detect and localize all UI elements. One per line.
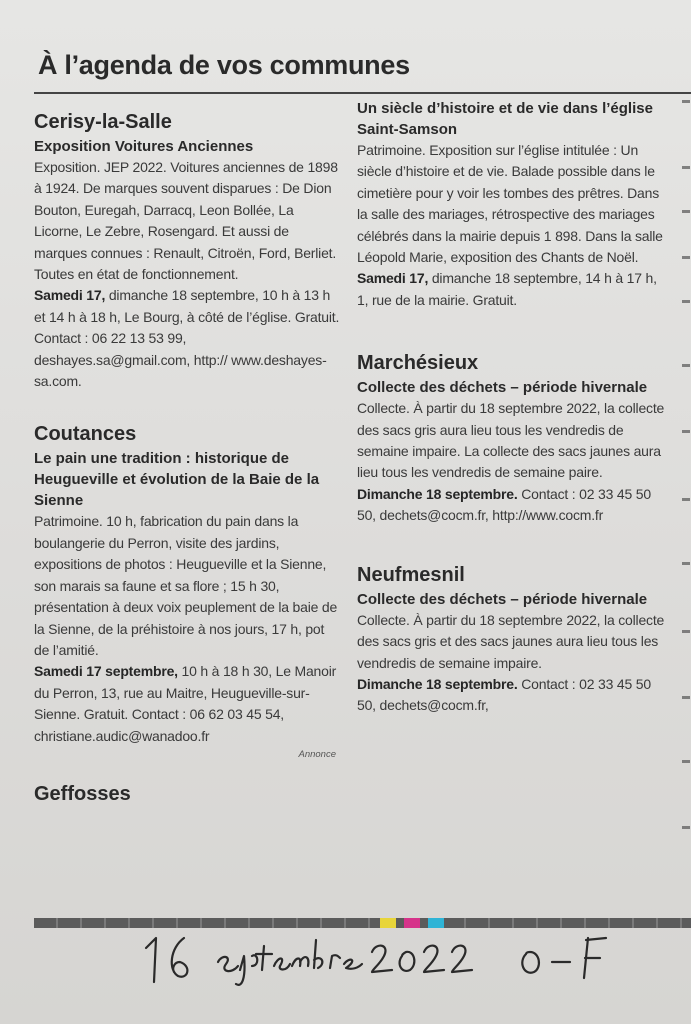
commune-title: Neufmesnil (357, 563, 465, 586)
commune-title: Cerisy-la-Salle (34, 111, 172, 133)
commune-title: Geffosses (34, 782, 131, 805)
event-details-text: Contact : 02 33 45 50 50, dechets@cocm.fr, (357, 675, 651, 714)
event-headline: Un siècle d’histoire et de vie dans l’église Saint-Samson (357, 100, 653, 138)
event-headline: Collecte des déchets – période hivernale (357, 379, 648, 397)
section-title: À l’agenda de vos communes (38, 50, 410, 80)
event-coutances (34, 422, 340, 759)
event-details-text: dimanche 18 septembre, 14 h à 17 h, 1, rue de la mairie. Gratuit. (357, 270, 657, 308)
commune-title: Coutances (34, 423, 137, 446)
event-neufmesnil (357, 563, 667, 717)
event-details-text: Contact : 02 33 45 50 50, dechets@cocm.fr, http://www.cocm.fr (357, 485, 651, 524)
event-description: Patrimoine. 10 h, fabrication du pain dans la boulangerie du Perron, visite des jardins, expositions de photos : Heugueville et la Sienne, son marais sa faune et sa flore ; 15 h 30, présentation à deux voix peuplement de la baie de la Sienne, de la préhistoire à nos jours, 17 h, pot de l’amitié. (34, 513, 338, 658)
event-headline: Le pain une tradition : historique de Heugueville et évolution de la Baie de la Sienne (34, 450, 320, 510)
title-rule (34, 92, 691, 94)
event-dates: Dimanche 18 septembre. (357, 485, 518, 502)
event-details (34, 285, 340, 392)
event-details (357, 484, 667, 527)
middle-column (357, 98, 667, 717)
event-marchesieux (357, 351, 667, 526)
annonce-label: Annonce (298, 748, 336, 760)
event-dates: Samedi 17, (357, 270, 429, 287)
event-description: Patrimoine. Exposition sur l’église intitulée : Un siècle d’histoire et de vie. Balade possible dans le cimetière pour y voir les tombes des prêtres. Dans la salle des mariages, rétrospective des mariages célébrés dans la mairie depuis 1 898. Dans la salle Léopold Marie, exposition des Chants de Noël. (357, 142, 663, 266)
event-cerisy-la-salle (34, 110, 340, 392)
event-headline: Exposition Voitures Anciennes (34, 138, 254, 155)
event-dates: Samedi 17 septembre, (34, 663, 178, 680)
event-details (357, 268, 667, 311)
event-geffosses (34, 782, 340, 806)
event-saint-samson (357, 98, 667, 311)
event-details (34, 661, 340, 747)
event-dates: Dimanche 18 septembre. (357, 675, 518, 692)
event-description: Exposition. JEP 2022. Voitures anciennes de 1898 à 1924. De marques souvent disparues : De Dion Bouton, Euregah, Darracq, Leon Bollée, La Licorne, Le Zebre, Rosengard. Et aussi de marques connues : Renault, Citroën, Ford, Berliet. Toutes en état de fonctionnement. (34, 159, 338, 283)
event-details-text: dimanche 18 septembre, 10 h à 13 h et 14 h à 18 h, Le Bourg, à côté de l’église. Gratuit. Contact : 06 22 13 53 99, deshayes.sa@gmail.com, http:// www.deshayes-sa.com. (34, 287, 340, 390)
event-details (357, 674, 667, 717)
left-column (34, 110, 340, 808)
event-description: Collecte. À partir du 18 septembre 2022, la collecte des sacs gris aura lieu tous les vendredis de semaine impaire. La collecte des sacs jaunes aura lieu tous les vendredis de semaine paire. (357, 400, 665, 481)
cut-off-column-edge (676, 100, 691, 860)
event-details-text: 10 h à 18 h 30, Le Manoir du Perron, 13, rue au Maitre, Heugueville-sur-Sienne. Gratuit. Contact : 06 62 03 45 54, christiane.audic@wanadoo.fr (34, 663, 337, 744)
event-headline: Collecte des déchets – période hivernale (357, 590, 648, 608)
event-description: Collecte. À partir du 18 septembre 2022, la collecte des sacs gris et des sacs jaunes aura lieu tous les vendredis de semaine impaire. (357, 611, 665, 671)
commune-title: Marchésieux (357, 352, 479, 375)
event-dates: Samedi 17, (34, 287, 106, 304)
handwritten-date-note (140, 926, 660, 986)
